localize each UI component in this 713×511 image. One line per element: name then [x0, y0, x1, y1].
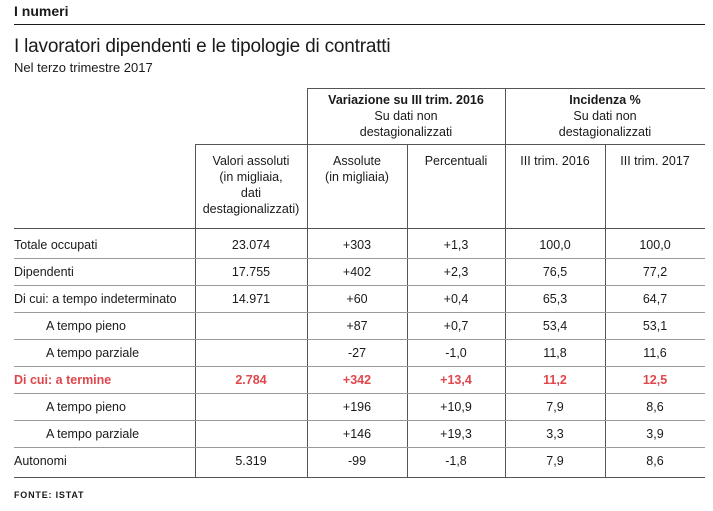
cell-trim2016: 11,2	[543, 373, 567, 387]
col-header-trim2017-line: III trim. 2017	[620, 154, 690, 168]
col-header-assolute-line: (in migliaia)	[325, 170, 389, 184]
cell-assolute: +402	[342, 265, 372, 279]
col-header-assolute	[307, 153, 407, 185]
table-row	[0, 232, 713, 259]
page-subtitle: Nel terzo trimestre 2017	[14, 60, 153, 75]
col-header-assolute-line: Assolute	[333, 154, 381, 168]
row-label: A tempo pieno	[46, 400, 126, 414]
group-line3-incidenza: destagionalizzati	[558, 125, 652, 139]
group-line2-incidenza: Su dati non	[573, 109, 637, 123]
cell-percentuali: +0,4	[443, 292, 469, 306]
cell-valori	[195, 421, 307, 448]
header-rule-top	[307, 88, 705, 89]
cell-assolute: -99	[347, 454, 367, 468]
table-row	[0, 340, 713, 367]
cell-trim2017: 53,1	[642, 319, 668, 333]
cell-trim2016: 100,0	[539, 238, 571, 252]
col-header-valori-line: dati	[240, 186, 262, 200]
row-label: A tempo parziale	[46, 346, 140, 360]
header-rule-mid	[195, 144, 705, 145]
cell-percentuali: +10,9	[440, 400, 472, 414]
cell-trim2017: 11,6	[643, 346, 667, 360]
col-header-valori-line: Valori assoluti	[212, 154, 290, 168]
cell-valori: 23.074	[231, 238, 271, 252]
cell-trim2017: 12,5	[642, 373, 668, 387]
cell-valori	[195, 340, 307, 367]
table-row	[0, 394, 713, 421]
row-label: A tempo parziale	[46, 427, 140, 441]
cell-assolute: +146	[342, 427, 372, 441]
cell-percentuali: +2,3	[443, 265, 469, 279]
cell-trim2016: 11,8	[543, 346, 567, 360]
table-row	[0, 448, 713, 475]
col-header-valori-line: destagionalizzati)	[202, 202, 300, 216]
cell-assolute: +342	[342, 373, 372, 387]
cell-percentuali: +19,3	[440, 427, 472, 441]
table-row	[0, 421, 713, 448]
row-label: Dipendenti	[14, 265, 74, 279]
kicker-rule	[14, 24, 705, 25]
row-label: A tempo pieno	[46, 319, 126, 333]
cell-trim2016: 76,5	[542, 265, 568, 279]
group-header-incidenza	[505, 92, 705, 140]
page-title: I lavoratori dipendenti e le tipologie di contratti	[14, 36, 391, 57]
group-line3-variazione: destagionalizzati	[359, 125, 453, 139]
cell-trim2016: 7,9	[546, 454, 564, 468]
col-header-valori	[195, 153, 307, 217]
header-rule-bottom	[14, 228, 705, 229]
cell-assolute: +87	[346, 319, 368, 333]
cell-percentuali: +0,7	[443, 319, 469, 333]
col-header-percentuali-line: Percentuali	[424, 154, 488, 168]
cell-trim2016: 3,3	[546, 427, 564, 441]
col-header-valori-line: (in migliaia,	[219, 170, 283, 184]
cell-percentuali: +13,4	[440, 373, 472, 387]
cell-assolute: +196	[342, 400, 372, 414]
table-row	[0, 259, 713, 286]
col-header-percentuali	[407, 153, 505, 169]
col-header-trim2016	[505, 153, 605, 169]
table-row	[0, 286, 713, 313]
cell-trim2017: 8,6	[646, 400, 664, 414]
cell-trim2017: 100,0	[639, 238, 671, 252]
cell-trim2017: 3,9	[646, 427, 664, 441]
row-label: Di cui: a tempo indeterminato	[14, 292, 177, 306]
cell-valori	[195, 394, 307, 421]
cell-valori	[195, 313, 307, 340]
cell-trim2016: 7,9	[546, 400, 564, 414]
row-label: Di cui: a termine	[14, 373, 112, 387]
source-note: FONTE: ISTAT	[14, 490, 85, 500]
cell-assolute: -27	[347, 346, 367, 360]
cell-valori: 14.971	[231, 292, 271, 306]
table-row-highlight	[0, 367, 713, 394]
group-line2-variazione: Su dati non	[374, 109, 438, 123]
col-header-trim2017	[605, 153, 705, 169]
cell-valori: 5.319	[235, 454, 267, 468]
cell-percentuali: -1,8	[445, 454, 467, 468]
cell-trim2017: 77,2	[642, 265, 668, 279]
row-label: Autonomi	[14, 454, 67, 468]
cell-trim2017: 64,7	[642, 292, 668, 306]
group-header-variazione	[307, 92, 505, 140]
cell-trim2017: 8,6	[646, 454, 664, 468]
col-header-trim2016-line: III trim. 2016	[520, 154, 590, 168]
cell-assolute: +60	[346, 292, 368, 306]
group-title-variazione: Variazione su III trim. 2016	[328, 93, 484, 107]
cell-trim2016: 65,3	[542, 292, 568, 306]
cell-assolute: +303	[342, 238, 372, 252]
row-label: Totale occupati	[14, 238, 98, 252]
group-title-incidenza: Incidenza %	[569, 93, 641, 107]
cell-percentuali: -1,0	[445, 346, 467, 360]
cell-valori: 2.784	[235, 373, 267, 387]
table-bottom-rule	[14, 477, 705, 478]
cell-percentuali: +1,3	[443, 238, 469, 252]
cell-trim2016: 53,4	[542, 319, 568, 333]
table-row	[0, 313, 713, 340]
kicker-label: I numeri	[14, 3, 69, 19]
cell-valori: 17.755	[231, 265, 271, 279]
